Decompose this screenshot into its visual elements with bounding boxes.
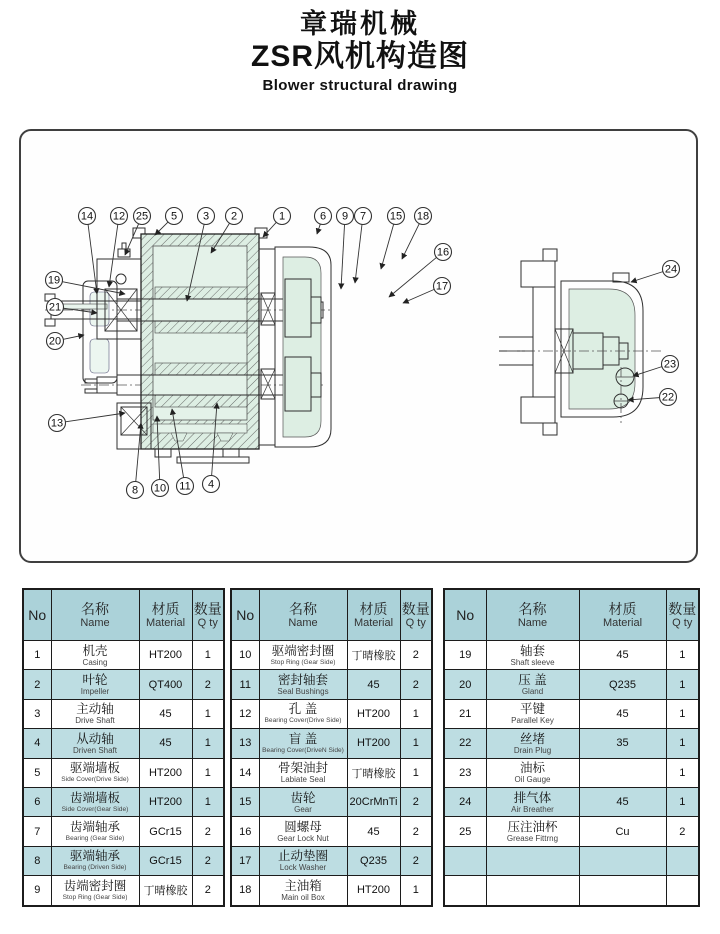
part-name: 齿端轴承 Bearing (Gear Side) bbox=[51, 817, 139, 846]
company-title: 章瑞机械 bbox=[300, 9, 420, 39]
main-section-view bbox=[45, 228, 333, 463]
part-qty: 2 bbox=[400, 787, 432, 816]
part-name: 齿端墙板 Side Cover(Gear Side) bbox=[51, 787, 139, 816]
part-qty: 2 bbox=[400, 670, 432, 699]
part-name: 轴套 Shaft sleeve bbox=[486, 641, 579, 670]
col-header-no: No bbox=[444, 589, 486, 641]
gear-side-cover bbox=[259, 249, 275, 445]
callout-number-13: 13 bbox=[50, 417, 64, 430]
callout-leader-9 bbox=[341, 224, 345, 289]
page-title: ZSR风机构造图 bbox=[251, 40, 469, 73]
table-row bbox=[231, 846, 432, 875]
part-name: 齿端密封圈 Stop Ring (Gear Side) bbox=[51, 876, 139, 906]
part-no bbox=[444, 876, 486, 906]
part-no: 4 bbox=[23, 729, 51, 758]
table-row bbox=[444, 641, 699, 670]
part-material: 丁晴橡胶 bbox=[139, 876, 192, 906]
impeller-2 bbox=[155, 363, 247, 375]
part-material: HT200 bbox=[347, 729, 400, 758]
table-row bbox=[444, 876, 699, 906]
callout-number-5: 5 bbox=[170, 210, 178, 223]
part-qty: 1 bbox=[192, 699, 224, 728]
part-name: 齿轮 Gear bbox=[259, 787, 347, 816]
callout-leader-5 bbox=[155, 222, 168, 235]
part-material bbox=[579, 846, 666, 875]
part-material: Q235 bbox=[579, 670, 666, 699]
part-qty: 1 bbox=[666, 699, 699, 728]
table-row bbox=[231, 787, 432, 816]
callout-number-21: 21 bbox=[48, 301, 62, 314]
flange-wall-bottom bbox=[521, 397, 555, 423]
part-material: GCr15 bbox=[139, 817, 192, 846]
callout-number-1: 1 bbox=[278, 210, 286, 223]
callout-leader-18 bbox=[402, 224, 419, 259]
part-no: 3 bbox=[23, 699, 51, 728]
table-row bbox=[23, 876, 224, 906]
part-qty: 2 bbox=[400, 846, 432, 875]
part-material: 45 bbox=[347, 670, 400, 699]
col-header-qty: 数量 Q ty bbox=[192, 589, 224, 641]
part-qty: 2 bbox=[400, 641, 432, 670]
callout-leader-15 bbox=[381, 224, 394, 269]
part-no: 12 bbox=[231, 699, 259, 728]
callout-leader-1 bbox=[263, 222, 276, 237]
part-name: 止动垫圈 Lock Washer bbox=[259, 846, 347, 875]
col-header-material: 材质 Material bbox=[139, 589, 192, 641]
table-row bbox=[23, 699, 224, 728]
table-row bbox=[444, 729, 699, 758]
part-material: Cu bbox=[579, 817, 666, 846]
col-header-no: No bbox=[23, 589, 51, 641]
grease-fitting bbox=[118, 249, 130, 257]
part-name: 机壳 Casing bbox=[51, 641, 139, 670]
part-no: 24 bbox=[444, 787, 486, 816]
part-no: 2 bbox=[23, 670, 51, 699]
flange-wall bbox=[533, 287, 555, 397]
callout-number-3: 3 bbox=[202, 210, 210, 223]
part-qty: 1 bbox=[400, 699, 432, 728]
callout-number-10: 10 bbox=[153, 482, 167, 495]
part-name bbox=[486, 876, 579, 906]
parts-table-2 bbox=[230, 588, 433, 907]
part-name: 主动轴 Drive Shaft bbox=[51, 699, 139, 728]
callout-number-2: 2 bbox=[230, 210, 238, 223]
callout-leader-23 bbox=[633, 367, 662, 376]
part-no: 7 bbox=[23, 817, 51, 846]
part-name: 骨架油封 Labiate Seal bbox=[259, 758, 347, 787]
part-name: 从动轴 Driven Shaft bbox=[51, 729, 139, 758]
part-no: 6 bbox=[23, 787, 51, 816]
part-no: 11 bbox=[231, 670, 259, 699]
part-no bbox=[444, 846, 486, 875]
part-no: 13 bbox=[231, 729, 259, 758]
part-material: HT200 bbox=[139, 758, 192, 787]
callout-leader-20 bbox=[63, 335, 84, 339]
table-row bbox=[444, 846, 699, 875]
drawing-panel bbox=[19, 129, 698, 563]
part-no: 1 bbox=[23, 641, 51, 670]
part-material: GCr15 bbox=[139, 846, 192, 875]
callout-number-4: 4 bbox=[207, 478, 215, 491]
callout-number-15: 15 bbox=[389, 210, 403, 223]
part-qty bbox=[666, 846, 699, 875]
col-header-name: 名称 Name bbox=[486, 589, 579, 641]
part-no: 8 bbox=[23, 846, 51, 875]
part-material: 35 bbox=[579, 729, 666, 758]
part-no: 18 bbox=[231, 876, 259, 906]
part-name: 驱端轴承 Bearing (Driven Side) bbox=[51, 846, 139, 875]
part-name: 油标 Oil Gauge bbox=[486, 758, 579, 787]
part-qty: 1 bbox=[400, 729, 432, 758]
part-name: 平键 Parallel Key bbox=[486, 699, 579, 728]
part-name: 驱端密封圈 Stop Ring (Gear Side) bbox=[259, 641, 347, 670]
callout-number-9: 9 bbox=[341, 210, 349, 223]
col-header-name: 名称 Name bbox=[51, 589, 139, 641]
part-material: 45 bbox=[139, 729, 192, 758]
part-name: 驱端墙板 Side Cover(Drive Side) bbox=[51, 758, 139, 787]
part-qty: 1 bbox=[666, 729, 699, 758]
part-name: 压注油杯 Grease Fittrng bbox=[486, 817, 579, 846]
table-row bbox=[23, 787, 224, 816]
part-qty: 2 bbox=[400, 817, 432, 846]
part-material: 45 bbox=[579, 699, 666, 728]
table-row bbox=[231, 817, 432, 846]
part-material: 丁晴橡胶 bbox=[347, 758, 400, 787]
parallel-key bbox=[61, 304, 107, 309]
flange-wall-top bbox=[521, 261, 555, 287]
col-header-qty: 数量 Q ty bbox=[666, 589, 699, 641]
callout-leader-14 bbox=[88, 224, 97, 294]
col-header-material: 材质 Material bbox=[579, 589, 666, 641]
table-row bbox=[231, 729, 432, 758]
part-no: 17 bbox=[231, 846, 259, 875]
part-qty: 1 bbox=[666, 670, 699, 699]
callout-number-20: 20 bbox=[48, 335, 62, 348]
part-no: 5 bbox=[23, 758, 51, 787]
table-row bbox=[231, 876, 432, 906]
callout-number-8: 8 bbox=[131, 484, 139, 497]
table-row bbox=[231, 641, 432, 670]
col-header-qty: 数量 Q ty bbox=[400, 589, 432, 641]
end-view bbox=[499, 249, 661, 435]
part-material: Q235 bbox=[347, 846, 400, 875]
table-row bbox=[23, 641, 224, 670]
part-name: 丝堵 Drain Plug bbox=[486, 729, 579, 758]
part-no: 20 bbox=[444, 670, 486, 699]
part-name: 圆螺母 Gear Lock Nut bbox=[259, 817, 347, 846]
callout-number-6: 6 bbox=[319, 210, 327, 223]
part-qty: 2 bbox=[192, 817, 224, 846]
part-no: 16 bbox=[231, 817, 259, 846]
part-qty: 1 bbox=[666, 758, 699, 787]
part-material: HT200 bbox=[347, 876, 400, 906]
part-material: HT200 bbox=[139, 787, 192, 816]
callout-number-16: 16 bbox=[436, 246, 450, 259]
part-material: 45 bbox=[579, 787, 666, 816]
col-header-name: 名称 Name bbox=[259, 589, 347, 641]
callout-leader-7 bbox=[355, 224, 362, 283]
callout-leader-25 bbox=[125, 224, 139, 255]
table-row bbox=[23, 758, 224, 787]
callout-leader-17 bbox=[403, 289, 434, 303]
callout-leader-22 bbox=[628, 398, 660, 400]
part-material: HT200 bbox=[139, 641, 192, 670]
table-row bbox=[23, 670, 224, 699]
table-row bbox=[444, 670, 699, 699]
part-qty: 1 bbox=[192, 758, 224, 787]
table-row bbox=[23, 817, 224, 846]
part-material: 45 bbox=[579, 641, 666, 670]
callout-number-18: 18 bbox=[416, 210, 430, 223]
page-subtitle: Blower structural drawing bbox=[262, 77, 458, 94]
callout-leader-13 bbox=[65, 413, 125, 422]
table-row bbox=[444, 758, 699, 787]
part-qty: 1 bbox=[666, 787, 699, 816]
table-row bbox=[231, 670, 432, 699]
part-no: 22 bbox=[444, 729, 486, 758]
callout-number-22: 22 bbox=[661, 391, 675, 404]
table-row bbox=[23, 846, 224, 875]
part-no: 15 bbox=[231, 787, 259, 816]
part-name: 盲 盖 Bearing Cover(DriveN Side) bbox=[259, 729, 347, 758]
part-qty: 2 bbox=[192, 846, 224, 875]
part-qty: 1 bbox=[666, 641, 699, 670]
callout-number-7: 7 bbox=[359, 210, 367, 223]
part-qty: 1 bbox=[192, 729, 224, 758]
part-qty: 2 bbox=[192, 670, 224, 699]
part-qty: 2 bbox=[192, 876, 224, 906]
impeller-1 bbox=[155, 287, 247, 299]
table-row bbox=[23, 729, 224, 758]
callout-leader-8 bbox=[136, 423, 141, 482]
table-row bbox=[444, 787, 699, 816]
part-material: QT400 bbox=[139, 670, 192, 699]
table-row bbox=[231, 699, 432, 728]
part-name: 密封轴套 Seal Bushings bbox=[259, 670, 347, 699]
col-header-no: No bbox=[231, 589, 259, 641]
part-no: 25 bbox=[444, 817, 486, 846]
callout-number-11: 11 bbox=[179, 480, 191, 493]
callout-number-23: 23 bbox=[663, 358, 677, 371]
blower-cross-section-drawing bbox=[21, 131, 696, 561]
part-qty: 1 bbox=[400, 758, 432, 787]
table-row bbox=[231, 758, 432, 787]
part-name: 叶轮 Impeller bbox=[51, 670, 139, 699]
part-name: 孔 盖 Bearing Cover(Drive Side) bbox=[259, 699, 347, 728]
part-qty: 2 bbox=[666, 817, 699, 846]
part-material: HT200 bbox=[347, 699, 400, 728]
part-no: 19 bbox=[444, 641, 486, 670]
callout-number-19: 19 bbox=[47, 274, 61, 287]
parts-table-1 bbox=[22, 588, 225, 907]
part-no: 21 bbox=[444, 699, 486, 728]
part-qty: 1 bbox=[192, 641, 224, 670]
part-no: 23 bbox=[444, 758, 486, 787]
part-qty: 1 bbox=[400, 876, 432, 906]
part-name: 主油箱 Main oil Box bbox=[259, 876, 347, 906]
callout-number-24: 24 bbox=[664, 263, 678, 276]
part-material bbox=[579, 876, 666, 906]
title-block bbox=[0, 8, 720, 96]
parts-table-3 bbox=[443, 588, 700, 907]
table-row bbox=[444, 817, 699, 846]
part-material: 丁晴橡胶 bbox=[347, 641, 400, 670]
part-name: 排气体 Air Breather bbox=[486, 787, 579, 816]
table-row bbox=[444, 699, 699, 728]
part-material bbox=[579, 758, 666, 787]
col-header-material: 材质 Material bbox=[347, 589, 400, 641]
callout-number-12: 12 bbox=[112, 210, 126, 223]
part-qty: 1 bbox=[192, 787, 224, 816]
part-no: 14 bbox=[231, 758, 259, 787]
part-material: 45 bbox=[347, 817, 400, 846]
part-qty bbox=[666, 876, 699, 906]
callout-leader-6 bbox=[317, 224, 320, 234]
part-name: 压 盖 Gland bbox=[486, 670, 579, 699]
callout-leader-24 bbox=[631, 272, 663, 282]
callout-number-17: 17 bbox=[435, 280, 449, 293]
part-name bbox=[486, 846, 579, 875]
callout-number-25: 25 bbox=[135, 210, 149, 223]
part-no: 9 bbox=[23, 876, 51, 906]
callout-number-14: 14 bbox=[80, 210, 94, 223]
part-no: 10 bbox=[231, 641, 259, 670]
part-material: 20CrMnTi bbox=[347, 787, 400, 816]
part-material: 45 bbox=[139, 699, 192, 728]
